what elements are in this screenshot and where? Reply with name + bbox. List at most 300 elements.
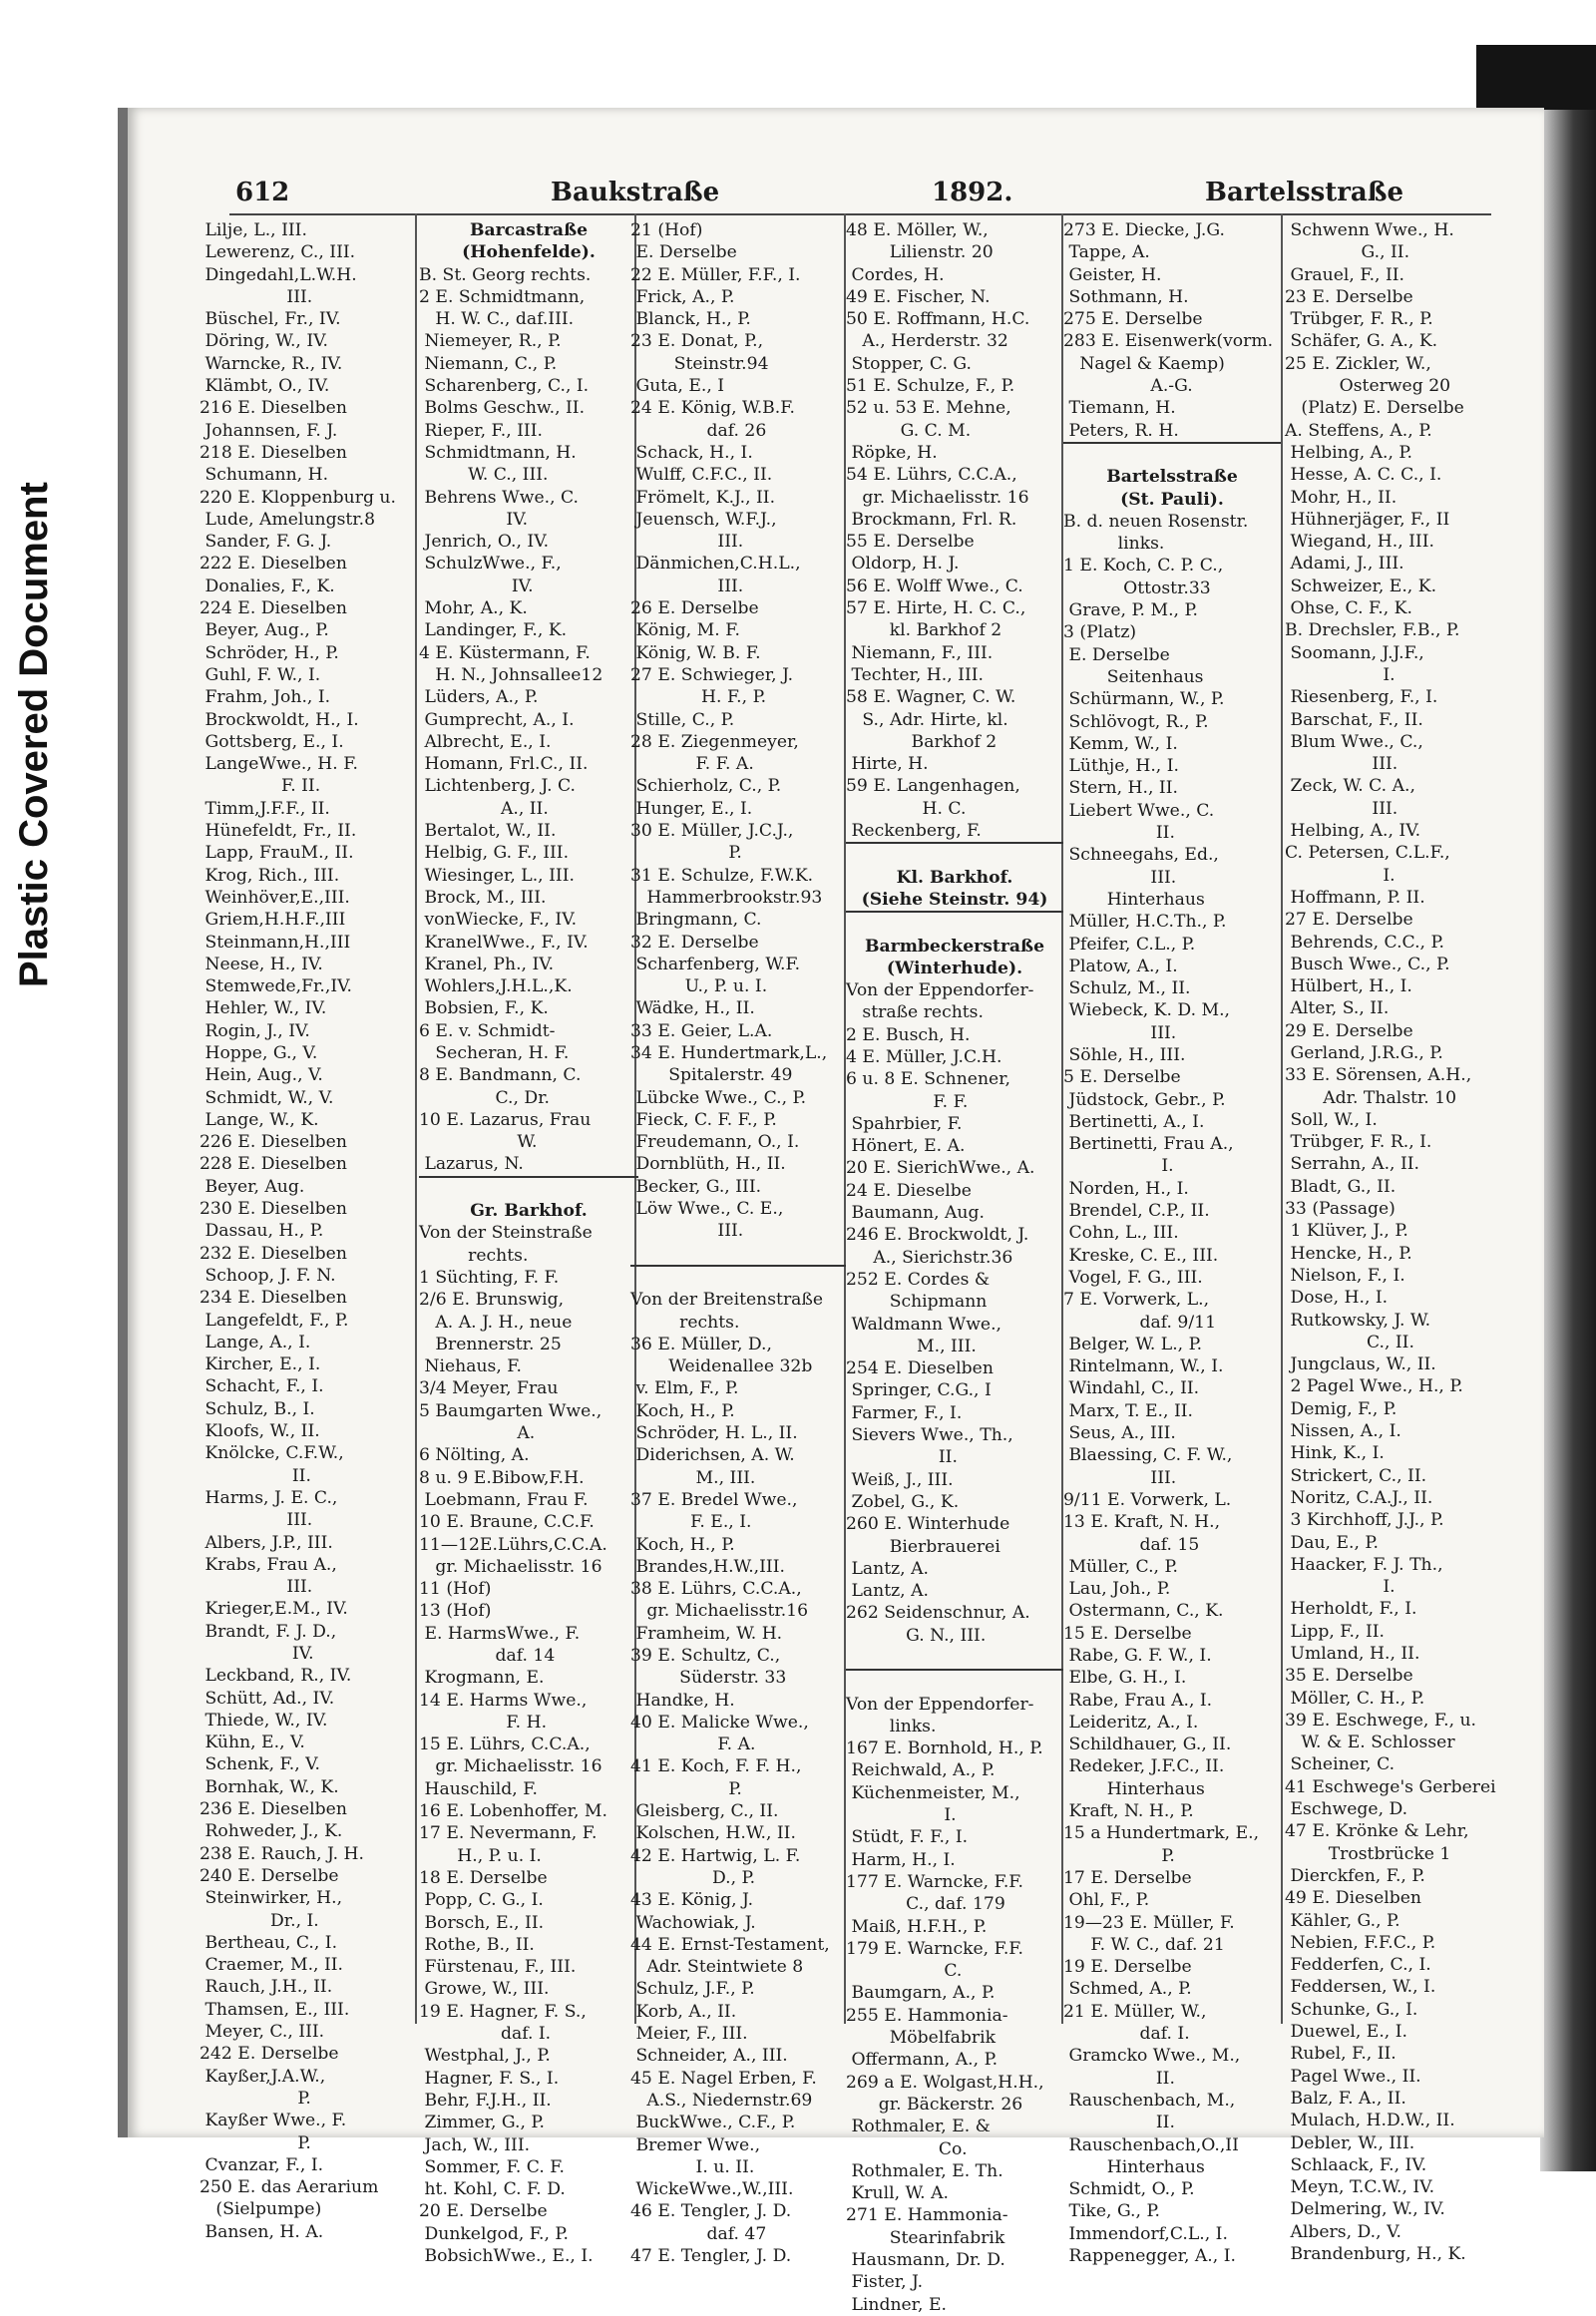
directory-entry: Brockmann, Frl. R. [846, 509, 1017, 530]
directory-entry: Weidenallee 32b [630, 1356, 813, 1377]
directory-entry: 41 E. Koch, F. F. H., [630, 1756, 802, 1777]
directory-entry: B. Drechsler, F.B., P. [1285, 620, 1460, 641]
directory-entry: Kolschen, H.W., II. [630, 1823, 796, 1844]
directory-entry: P. [200, 2088, 311, 2109]
directory-entry: Steinstr.94 [630, 353, 769, 374]
directory-entry: Korb, A., II. [630, 2001, 737, 2022]
directory-entry: 10 E. Lazarus, Frau [419, 1109, 592, 1130]
directory-entry: rechts. [419, 1245, 529, 1266]
directory-column-1 [200, 219, 417, 2242]
directory-entry: 226 E. Dieselben [200, 1132, 347, 1153]
directory-entry: Schmidt, O., P. [1063, 2179, 1195, 2200]
directory-entry: Redeker, J.F.C., II. [1063, 1756, 1225, 1777]
directory-entry: Wädke, H., II. [630, 998, 755, 1019]
directory-entry: 57 E. Hirte, H. C. C., [846, 598, 1026, 619]
directory-entry: 3/4 Meyer, Frau [419, 1378, 559, 1399]
section-rule [1063, 442, 1281, 466]
book-edge-shadow [1540, 110, 1596, 2171]
directory-entry: gr. Michaelisstr. 16 [419, 1556, 602, 1577]
directory-entry: Hönert, E. A. [846, 1136, 966, 1157]
directory-entry: Koch, H., P. [630, 1534, 735, 1555]
directory-entry: Hirte, H. [846, 754, 929, 775]
directory-entry: Büschel, Fr., IV. [200, 309, 341, 330]
directory-entry: Harms, J. E. C., [200, 1487, 338, 1508]
directory-entry: 13 E. Kraft, N. H., [1063, 1512, 1221, 1533]
directory-entry: Dänmichen,C.H.L., [630, 554, 801, 575]
directory-entry: Vogel, F. G., III. [1063, 1267, 1203, 1288]
directory-entry: Hinterhaus [1063, 889, 1205, 910]
directory-entry: Brandenburg, H., K. [1285, 2244, 1466, 2265]
directory-entry: Lange, W., K. [200, 1109, 319, 1130]
directory-entry: Rauch, J.H., II. [200, 1977, 333, 1998]
directory-entry: II. [1063, 2068, 1175, 2089]
directory-entry: 8 u. 9 E.Bibow,F.H. [419, 1467, 585, 1488]
directory-entry: Noritz, C.A.J., II. [1285, 1487, 1433, 1508]
directory-entry: Dassau, H., P. [200, 1221, 324, 1242]
directory-entry: Röpke, H. [846, 442, 938, 463]
directory-entry: Blanck, H., P. [630, 309, 751, 330]
directory-entry: 218 E. Dieselben [200, 442, 347, 463]
directory-entry: I. [1063, 1156, 1174, 1177]
directory-entry: 240 E. Derselbe [200, 1865, 339, 1886]
directory-entry: links. [846, 1716, 937, 1737]
directory-entry: Herholdt, F., I. [1285, 1599, 1417, 1620]
directory-entry: Niemeyer, R., P. [419, 331, 562, 352]
directory-entry: Lange, A., I. [200, 1332, 311, 1352]
directory-entry: 45 E. Nagel Erben, F. [630, 2068, 817, 2089]
directory-entry: Kloofs, W., II. [200, 1421, 320, 1442]
directory-entry: Tike, G., P. [1063, 2201, 1160, 2222]
directory-entry: 41 Eschwege's Gerberei [1285, 1776, 1496, 1797]
directory-entry: Albrecht, E., I. [419, 731, 552, 752]
directory-entry: II. [846, 1447, 958, 1468]
directory-entry: Bladt, G., II. [1285, 1176, 1396, 1197]
directory-entry: B. d. neuen Rosenstr. [1063, 511, 1249, 532]
directory-entry: 52 u. 53 E. Mehne, [846, 398, 1011, 419]
directory-entry: Scharenberg, C., I. [419, 376, 590, 397]
directory-entry: Nagel & Kaemp) [1063, 353, 1225, 374]
directory-entry: Von der Steinstraße [419, 1223, 593, 1244]
directory-entry: Hunger, E., I. [630, 798, 753, 819]
directory-entry: Lichtenberg, J. C. [419, 776, 577, 797]
directory-column-6 [1285, 219, 1504, 2265]
directory-entry: 55 E. Derselbe [846, 532, 975, 553]
directory-entry: 2 Pagel Wwe., H., P. [1285, 1376, 1463, 1397]
directory-entry: A. Steffens, A., P. [1285, 420, 1432, 441]
directory-entry: Löw Wwe., C. E., [630, 1199, 784, 1220]
directory-entry: C., Dr. [419, 1087, 550, 1108]
directory-entry: Kähler, G., P. [1285, 1910, 1400, 1931]
directory-entry: Grauel, F., II. [1285, 264, 1405, 285]
directory-entry: König, W. B. F. [630, 642, 761, 663]
directory-entry: 255 E. Hammonia- [846, 2005, 1008, 2026]
directory-entry: Umland, H., II. [1285, 1644, 1420, 1664]
directory-entry: Hehler, W., IV. [200, 998, 327, 1019]
directory-entry: 35 E. Derselbe [1285, 1666, 1413, 1687]
directory-entry: daf. I. [419, 2024, 552, 2045]
directory-entry: Debler, W., III. [1285, 2132, 1415, 2153]
directory-entry: Jenrich, O., IV. [419, 532, 550, 553]
directory-entry: Lapp, FrauM., II. [200, 843, 354, 864]
directory-entry: G. C. M. [846, 420, 972, 441]
directory-entry: Schenk, F., V. [200, 1754, 321, 1775]
directory-entry: BobsichWwe., E., I. [419, 2246, 594, 2267]
directory-entry: 9/11 E. Vorwerk, L. [1063, 1489, 1232, 1510]
directory-entry: Borsch, E., II. [419, 1912, 545, 1933]
directory-entry: F. A. [630, 1735, 756, 1755]
directory-entry: M., III. [846, 1336, 977, 1356]
directory-entry: Bolms Geschw., II. [419, 398, 586, 419]
directory-entry: Haacker, F. J. Th., [1285, 1554, 1443, 1575]
directory-entry: 14 E. Harms Wwe., [419, 1690, 588, 1711]
directory-entry: 230 E. Dieselben [200, 1199, 347, 1220]
directory-entry: Frömelt, K.J., II. [630, 487, 776, 508]
street-heading: (St. Pauli). [1120, 489, 1224, 510]
directory-entry: Jüdstock, Gebr., P. [1063, 1089, 1226, 1110]
directory-entry: Stopper, C. G. [846, 353, 972, 374]
directory-entry: Jungclaus, W., II. [1285, 1354, 1436, 1375]
directory-entry: 283 E. Eisenwerk(vorm. [1063, 331, 1274, 352]
directory-entry: Nielson, F., I. [1285, 1265, 1405, 1286]
directory-entry: Schröder, H., P. [200, 642, 339, 663]
directory-entry: 236 E. Dieselben [200, 1799, 347, 1820]
directory-entry: Hesse, A. C. C., I. [1285, 465, 1442, 486]
directory-entry: 238 E. Rauch, J. H. [200, 1843, 364, 1864]
directory-entry: Langefeldt, F., P. [200, 1310, 349, 1331]
directory-entry: Möbelfabrik [846, 2028, 997, 2049]
directory-entry: Möller, C. H., P. [1285, 1688, 1425, 1709]
directory-entry: Cordes, H. [846, 264, 945, 285]
directory-entry: Süderstr. 33 [630, 1668, 787, 1689]
directory-entry: A. A. J. H., neue [419, 1312, 573, 1333]
header-rule [229, 213, 1491, 215]
directory-entry: Schmed, A., P. [1063, 1979, 1192, 2000]
directory-entry: P. [1063, 1845, 1175, 1866]
directory-entry: Peters, R. H. [1063, 420, 1179, 441]
directory-entry: Schildhauer, G., II. [1063, 1735, 1232, 1755]
directory-entry: Stearinfabrik [846, 2227, 1005, 2248]
directory-entry: Lau, Joh., P. [1063, 1579, 1171, 1600]
directory-entry: 3 Kirchhoff, J.J., P. [1285, 1510, 1444, 1531]
directory-entry: (Sielpumpe) [200, 2199, 322, 2220]
directory-entry: 15 E. Derselbe [1063, 1623, 1192, 1644]
directory-entry: Hoffmann, P. II. [1285, 887, 1425, 908]
directory-entry: 1 Süchting, F. F. [419, 1267, 560, 1288]
directory-entry: Schürmann, W., P. [1063, 689, 1225, 710]
directory-entry: A.S., Niedernstr.69 [630, 2090, 813, 2111]
directory-entry: Behr, F.J.H., II. [419, 2090, 552, 2111]
directory-entry: H. C. [846, 798, 967, 819]
directory-entry: C., daf. 179 [846, 1894, 1005, 1915]
directory-entry: Bierbrauerei [846, 1536, 1000, 1557]
directory-entry: Warncke, R., IV. [200, 353, 343, 374]
directory-entry: 1 Klüver, J., P. [1285, 1221, 1408, 1242]
directory-entry: v. Elm, F., P. [630, 1378, 739, 1399]
directory-entry: Weiß, J., III. [846, 1469, 954, 1490]
directory-entry: 228 E. Dieselben [200, 1154, 347, 1175]
directory-entry: 27 E. Derselbe [1285, 910, 1413, 931]
directory-entry: Sothmann, H. [1063, 286, 1189, 307]
directory-entry: Rappenegger, A., I. [1063, 2246, 1236, 2267]
directory-entry: Lüders, A., P. [419, 687, 539, 708]
directory-entry: 26 E. Derselbe [630, 598, 759, 619]
directory-entry: 51 E. Schulze, F., P. [846, 376, 1015, 397]
directory-entry: F. E., I. [630, 1512, 752, 1533]
directory-entry: 33 E. Sörensen, A.H., [1285, 1065, 1472, 1086]
directory-entry: Albers, J.P., III. [200, 1532, 333, 1553]
directory-entry: Immendorf,C.L., I. [1063, 2223, 1228, 2244]
directory-entry: Von der Breitenstraße [630, 1290, 824, 1311]
scan-margin-top [0, 0, 1596, 60]
directory-entry: Frahm, Joh., I. [200, 687, 331, 708]
directory-column-3 [630, 219, 846, 2267]
directory-entry: Blum Wwe., C., [1285, 731, 1423, 752]
directory-entry: Krull, W. A. [846, 2183, 949, 2204]
directory-entry: Bornhak, W., K. [200, 1776, 339, 1797]
directory-entry: F. H. [419, 1712, 548, 1733]
directory-entry: links. [1063, 534, 1165, 555]
directory-entry: 23 E. Donat, P., [630, 331, 764, 352]
directory-entry: II. [200, 1465, 311, 1486]
directory-entry: daf. I. [1063, 2024, 1190, 2045]
directory-entry: Soomann, J.J.F., [1285, 642, 1424, 663]
directory-entry: Kemm, W., I. [1063, 733, 1178, 754]
directory-entry: Soll, W., I. [1285, 1109, 1378, 1130]
directory-entry: Müller, H.C.Th., P. [1063, 912, 1227, 933]
directory-entry: 59 E. Langenhagen, [846, 776, 1020, 797]
directory-entry: 252 E. Cordes & [846, 1269, 991, 1290]
directory-entry: P. [630, 843, 742, 864]
directory-entry: 250 E. das Aerarium [200, 2177, 379, 2198]
directory-entry: Kircher, E., I. [200, 1354, 321, 1375]
directory-entry: Hencke, H., P. [1285, 1243, 1412, 1264]
directory-entry: Rabe, G. F. W., I. [1063, 1646, 1212, 1666]
directory-entry: 4 E. Küstermann, F. [419, 642, 591, 663]
directory-entry: Jach, W., III. [419, 2134, 531, 2155]
directory-entry: Maiß, H.F.H., P. [846, 1916, 988, 1937]
directory-entry: Sander, F. G. J. [200, 532, 332, 553]
directory-entry: 7 E. Vorwerk, L., [1063, 1290, 1210, 1311]
directory-entry: Brandes,H.W.,III. [630, 1556, 785, 1577]
directory-entry: gr. Michaelisstr. 16 [419, 1756, 602, 1777]
directory-entry: Leideritz, A., I. [1063, 1712, 1199, 1733]
directory-entry: Osterweg 20 [1285, 376, 1451, 397]
directory-entry: Bertinetti, Frau A., [1063, 1134, 1234, 1155]
directory-entry: 46 E. Tengler, J. D. [630, 2201, 792, 2222]
directory-entry: Loebmann, Frau F. [419, 1489, 589, 1510]
directory-entry: Schoop, J. F. N. [200, 1265, 336, 1286]
directory-entry: Fedderfen, C., I. [1285, 1955, 1431, 1976]
directory-entry: Springer, C.G., I [846, 1380, 992, 1401]
section-rule [846, 1669, 1063, 1693]
directory-entry: Krogmann, E. [419, 1668, 545, 1689]
directory-entry: 24 E. König, W.B.F. [630, 398, 795, 419]
directory-entry: Hausmann, Dr. D. [846, 2250, 1005, 2271]
directory-entry: 2/6 E. Brunswig, [419, 1290, 565, 1311]
directory-entry: 20 E. SierichWwe., A. [846, 1158, 1035, 1179]
directory-entry: M., III. [630, 1467, 756, 1488]
directory-entry: 20 E. Derselbe [419, 2201, 548, 2222]
page-number: 612 [235, 178, 290, 207]
directory-entry: Thamsen, E., III. [200, 1999, 350, 2020]
directory-entry: D., P. [630, 1867, 756, 1888]
directory-entry: Brendel, C.P., II. [1063, 1201, 1210, 1222]
directory-entry: Niemann, C., P. [419, 353, 558, 374]
directory-entry: F. II. [200, 776, 321, 797]
street-heading: (Hohenfelde). [462, 242, 596, 263]
directory-entry: Schulz, M., II. [1063, 978, 1191, 999]
directory-entry: Adami, J., III. [1285, 554, 1404, 575]
directory-entry: 2 E. Schmidtmann, [419, 286, 586, 307]
directory-entry: Stern, H., II. [1063, 778, 1178, 799]
directory-entry: 177 E. Warncke, F.F. [846, 1871, 1024, 1892]
directory-entry: G., II. [1285, 242, 1410, 263]
directory-entry: 3 (Platz) [1063, 622, 1137, 643]
directory-entry: Trostbrücke 1 [1285, 1843, 1451, 1864]
directory-entry: Scheiner, C. [1285, 1754, 1396, 1775]
directory-entry: 19 E. Derselbe [1063, 1957, 1192, 1978]
directory-entry: Kühn, E., V. [200, 1733, 305, 1753]
directory-entry: 2 E. Busch, H. [846, 1024, 971, 1045]
directory-entry: 33 E. Geier, L.A. [630, 1020, 773, 1041]
directory-entry: II. [1063, 2113, 1175, 2133]
directory-entry: Beyer, Aug., P. [200, 620, 329, 641]
directory-entry: C. [846, 1961, 963, 1982]
directory-entry: Schack, H., I. [630, 442, 753, 463]
directory-entry: 21 E. Müller, W., [1063, 2001, 1207, 2022]
directory-entry: Niehaus, F. [419, 1356, 523, 1377]
directory-entry: Frick, A., P. [630, 286, 735, 307]
directory-entry: Lindner, E. [846, 2294, 947, 2315]
directory-entry: Schmidtmann, H. [419, 442, 577, 463]
directory-entry: 262 Seidenschnur, A. [846, 1603, 1030, 1624]
directory-entry: Balz, F. A., II. [1285, 2088, 1406, 2109]
directory-entry: daf. 14 [419, 1646, 556, 1666]
directory-entry: Brockwoldt, H., I. [200, 709, 359, 730]
directory-entry: Krieger,E.M., IV. [200, 1599, 348, 1620]
directory-entry: Landinger, F., K. [419, 620, 568, 641]
directory-entry: Stemwede,Fr.,IV. [200, 976, 352, 997]
directory-entry: 49 E. Fischer, N. [846, 286, 991, 307]
directory-entry: Dau, E., P. [1285, 1532, 1379, 1553]
directory-entry: Schulz, J.F., P. [630, 1979, 755, 2000]
directory-entry: Ohse, C. F., K. [1285, 598, 1412, 619]
directory-entry: Framheim, W. H. [630, 1623, 783, 1644]
directory-entry: Sommer, F. C. F. [419, 2156, 565, 2177]
directory-entry: Handke, H. [630, 1690, 735, 1711]
directory-entry: Popp, C. G., I. [419, 1890, 544, 1911]
directory-entry: Lilje, L., III. [200, 220, 307, 240]
directory-entry: III. [1063, 1467, 1177, 1488]
directory-column-4 [846, 219, 1063, 2315]
directory-entry: Baumann, Aug. [846, 1203, 985, 1224]
directory-entry: 167 E. Bornhold, H., P. [846, 1738, 1043, 1759]
directory-entry: Growe, W., III. [419, 1979, 550, 2000]
directory-entry: Hauschild, F. [419, 1778, 538, 1799]
directory-entry: Wohlers,J.H.L.,K. [419, 976, 573, 997]
directory-entry: 54 E. Lührs, C.C.A., [846, 465, 1017, 486]
directory-entry: Ostermann, C., K. [1063, 1601, 1224, 1622]
directory-entry: Dunkelgod, F., P. [419, 2223, 569, 2244]
directory-entry: Helbig, G. F., III. [419, 843, 570, 864]
directory-entry: 21 (Hof) [630, 220, 703, 240]
directory-entry: Klämbt, O., IV. [200, 376, 330, 397]
directory-entry: Hein, Aug., V. [200, 1065, 323, 1086]
directory-entry: 39 E. Schultz, C., [630, 1646, 781, 1666]
directory-entry: Lantz, A. [846, 1581, 929, 1602]
directory-entry: Lüthje, H., I. [1063, 756, 1179, 777]
directory-entry: I. [1285, 865, 1396, 886]
directory-entry: III. [1285, 754, 1398, 775]
directory-entry: Guta, E., I [630, 376, 725, 397]
directory-entry: gr. Bäckerstr. 26 [846, 2094, 1023, 2115]
directory-entry: 222 E. Dieselben [200, 554, 347, 575]
directory-entry: Neese, H., IV. [200, 954, 323, 974]
directory-entry: Elbe, G. H., I. [1063, 1668, 1187, 1689]
directory-entry: Westphal, J., P. [419, 2046, 551, 2067]
street-heading: Gr. Barkhof. [470, 1201, 588, 1222]
directory-entry: Weinhöver,E.,III. [200, 887, 350, 908]
directory-entry: 42 E. Hartwig, L. F. [630, 1845, 801, 1866]
directory-entry: 13 (Hof) [419, 1601, 492, 1622]
directory-entry: Behrens Wwe., C. [419, 487, 580, 508]
directory-entry: P. [630, 1778, 742, 1799]
directory-entry: W. & E. Schlosser [1285, 1733, 1455, 1753]
directory-entry: Mulach, H.D.W., II. [1285, 2111, 1455, 2131]
directory-entry: Spitalerstr. 49 [630, 1065, 793, 1086]
directory-entry: Hünefeldt, Fr., II. [200, 821, 357, 842]
street-heading: (Siehe Steinstr. 94) [861, 889, 1048, 910]
directory-entry: II. [1063, 823, 1175, 844]
directory-entry: Hink, K., I. [1285, 1443, 1385, 1464]
directory-entry: Brennerstr. 25 [419, 1334, 562, 1354]
directory-entry: III. [200, 1577, 313, 1598]
directory-entry: B. St. Georg rechts. [419, 264, 592, 285]
directory-entry: Becker, G., III. [630, 1176, 762, 1197]
directory-entry: Jeuensch, W.F.J., [630, 509, 777, 530]
directory-entry: 275 E. Derselbe [1063, 309, 1203, 330]
directory-entry: Fieck, C. F. F., P. [630, 1109, 777, 1130]
directory-entry: A., Sierichstr.36 [846, 1247, 1013, 1268]
directory-entry: 5 E. Derselbe [1063, 1067, 1181, 1088]
directory-entry: Helbing, A., IV. [1285, 821, 1421, 842]
directory-entry: Rothmaler, E. Th. [846, 2160, 1003, 2181]
directory-entry: Wachowiak, J. [630, 1912, 756, 1933]
directory-entry: 44 E. Ernst-Testament, [630, 1934, 830, 1955]
directory-entry: Müller, C., P. [1063, 1556, 1179, 1577]
directory-entry: 5 Baumgarten Wwe., [419, 1400, 602, 1421]
directory-entry: 254 E. Dieselben [846, 1358, 994, 1379]
directory-entry: Farmer, F., I. [846, 1402, 963, 1423]
directory-entry: Lude, Amelungstr.8 [200, 509, 376, 530]
directory-entry: Helbing, A., P. [1285, 442, 1412, 463]
directory-entry: 49 E. Dieselben [1285, 1888, 1421, 1909]
directory-entry: H. F., P. [630, 687, 767, 708]
street-heading: Bartelsstraße [1106, 467, 1238, 488]
directory-entry: Rutkowsky, J. W. [1285, 1310, 1431, 1331]
directory-entry [630, 1243, 846, 1265]
section-rule [419, 1176, 638, 1200]
directory-entry: Hinterhaus [1063, 2156, 1205, 2177]
directory-entry: Gumprecht, A., I. [419, 709, 575, 730]
directory-entry: E. Derselbe [1063, 644, 1170, 665]
directory-entry: Busch Wwe., C., P. [1285, 954, 1450, 974]
directory-entry: 6 Nölting, A. [419, 1445, 530, 1466]
directory-entry: W. [419, 1132, 538, 1153]
directory-entry: 179 E. Warncke, F.F. [846, 1938, 1024, 1959]
directory-entry: Diderichsen, A. W. [630, 1445, 795, 1466]
directory-entry: Norden, H., I. [1063, 1178, 1189, 1199]
